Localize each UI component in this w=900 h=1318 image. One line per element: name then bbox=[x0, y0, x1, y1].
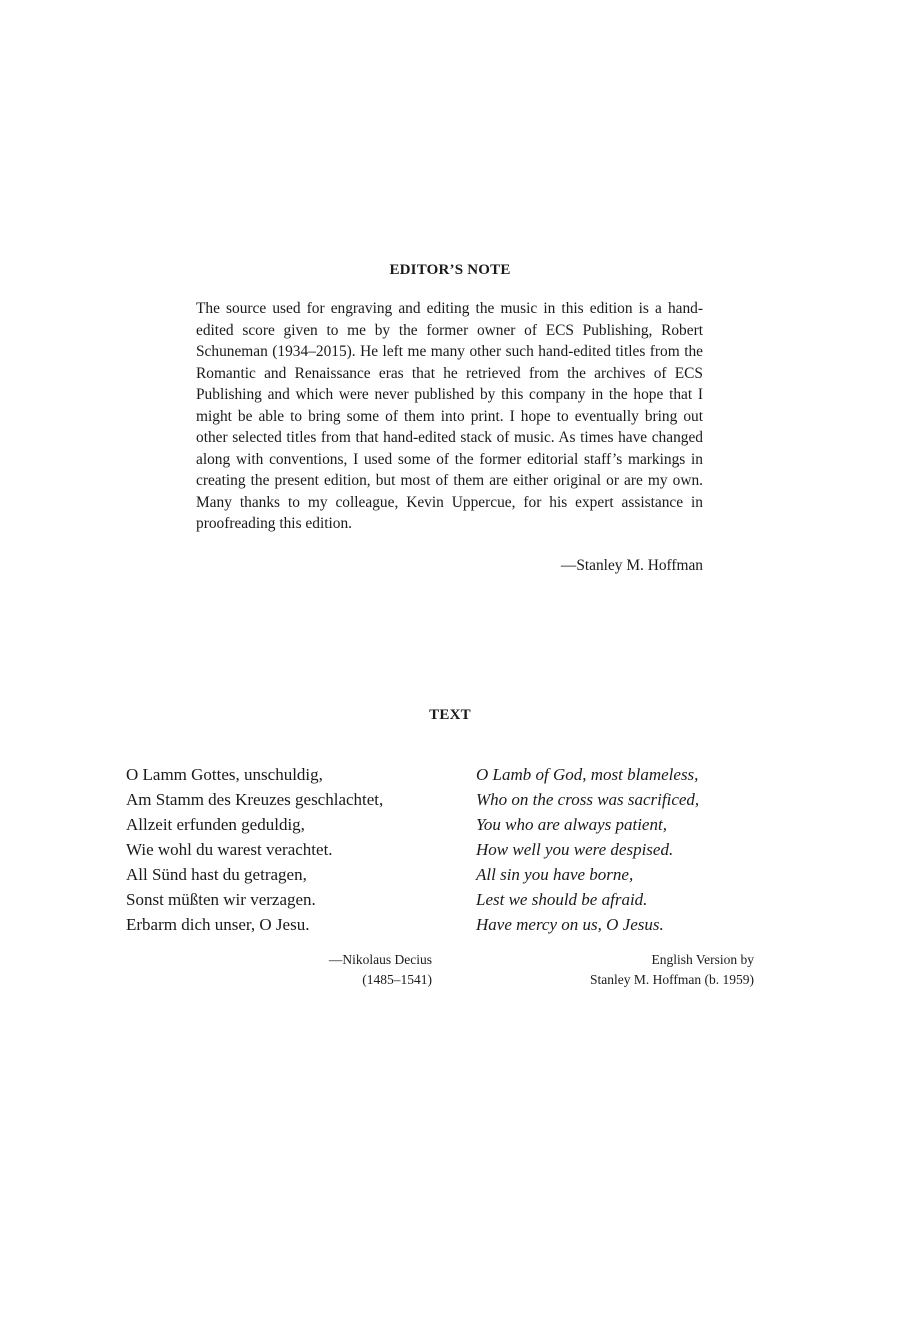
english-poem-line: Have mercy on us, O Jesus. bbox=[476, 915, 664, 934]
editors-note-signature: —Stanley M. Hoffman bbox=[560, 557, 703, 574]
german-text-credit bbox=[200, 950, 432, 990]
english-translator: Stanley M. Hoffman (b. 1959) bbox=[590, 972, 754, 987]
german-poem-line: Sonst müßten wir verzagen. bbox=[126, 890, 316, 909]
english-poem-line: You who are always patient, bbox=[476, 815, 667, 834]
english-poem-line: All sin you have borne, bbox=[476, 865, 634, 884]
english-poem bbox=[476, 762, 699, 937]
german-poem-line: Am Stamm des Kreuzes geschlachtet, bbox=[126, 790, 384, 809]
english-poem-line: Lest we should be afraid. bbox=[476, 890, 648, 909]
german-poem-line: O Lamm Gottes, unschuldig, bbox=[126, 765, 323, 784]
german-poem-line: All Sünd hast du getragen, bbox=[126, 865, 307, 884]
editors-note-heading: EDITOR’S NOTE bbox=[389, 262, 511, 278]
german-author-dates: (1485–1541) bbox=[362, 972, 432, 987]
text-heading: TEXT bbox=[429, 707, 471, 723]
english-poem-line: Who on the cross was sacrificed, bbox=[476, 790, 700, 809]
german-poem-line: Wie wohl du warest verachtet. bbox=[126, 840, 333, 859]
english-poem-line: How well you were despised. bbox=[476, 840, 674, 859]
english-version-credit bbox=[480, 950, 754, 990]
german-author: —Nikolaus Decius bbox=[328, 952, 432, 967]
german-poem-line: Allzeit erfunden geduldig, bbox=[126, 815, 305, 834]
german-poem bbox=[126, 762, 383, 937]
editors-note-body: The source used for engraving and editing the music in this edition is a hand-edited score given to me by the former owner of ECS Publishing, Robert Schuneman (1934–2015). He left me many other such hand-edited titles from the Romantic and Renaissance eras that he retrieved from the archives of ECS Publishing and which were never published by this company in the hope that I might be able to bring some of them into print. I hope to eventually bring out other selected titles from that hand-edited stack of music. As times have changed along with conventions, I used some of the former editorial staff’s markings in creating the present edition, but most of them are either original or are my own. Many thanks to my colleague, Kevin Uppercue, for his expert assistance in proofreading this edition. bbox=[196, 300, 703, 532]
english-credit-line: English Version by bbox=[651, 952, 754, 967]
english-poem-line: O Lamb of God, most blameless, bbox=[476, 765, 699, 784]
german-poem-line: Erbarm dich unser, O Jesu. bbox=[126, 915, 310, 934]
